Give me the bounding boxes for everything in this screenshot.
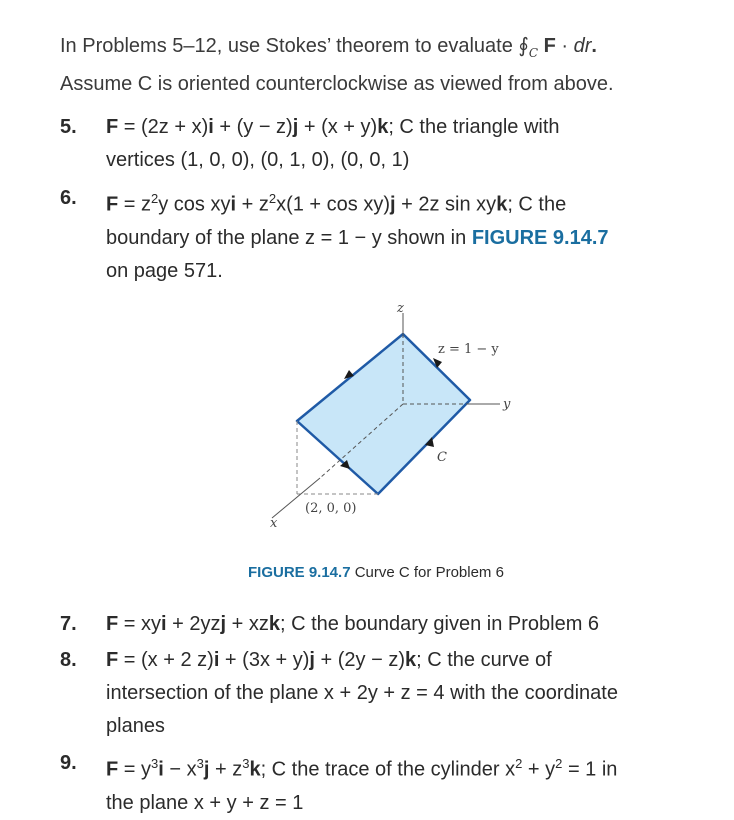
caption-label: FIGURE 9.14.7 [248, 564, 351, 581]
problem-5 [60, 111, 700, 177]
plane-equation-label: z = 1 − y [438, 342, 499, 357]
problem-number: 5. [60, 116, 77, 138]
z-axis-label: z [397, 301, 404, 316]
problem-body: F = (2z + x)i + (y − z)j + (x + y)k; C the triangle with vertices (1, 0, 0), (0, 1, 0), (0, 0, 1) [106, 116, 560, 171]
problem-number: 8. [60, 649, 77, 671]
intro-line-2: Assume C is oriented counterclockwise as viewed from above. [60, 73, 614, 95]
problem-body: F = (x + 2 z)i + (3x + y)j + (2y − z)k; C the curve of intersection of the plane x + 2y + z = 4 with the coordinate planes [106, 649, 618, 737]
problem-body: $F = z^2y$ cos xyi + $z^2x(1 + \cos xy)j + 2z$ sin xyk; C the boundary of the plane z = 1 − y shown in FIGURE 9.14.7 on page 571. [106, 191, 609, 282]
y-axis-label: y [503, 397, 511, 412]
problem-body: $F = y^3i - x^3j + z^3k$; C the trace of the cylinder $x^2 + y^2 = 1$ in the plane x + y + z = 1 [106, 756, 618, 814]
problem-6 [60, 182, 700, 288]
problem-8 [60, 644, 700, 743]
problem-9 [60, 747, 700, 820]
curve-label: C [437, 450, 447, 465]
figure-reference-link[interactable]: FIGURE 9.14.7 [471, 226, 609, 249]
problem-7 [60, 608, 700, 641]
intro-line-1: In Problems 5–12, use Stokes’ theorem to evaluate $∮_C$ F · dr. [60, 33, 597, 60]
intro-paragraph [60, 30, 720, 100]
point-label: (2, 0, 0) [305, 501, 357, 516]
dr-symbol: dr [573, 35, 592, 57]
problem-number: 9. [60, 752, 77, 774]
problem-body: F = xyi + 2yzj + xzk; C the boundary given in Problem 6 [106, 613, 600, 635]
x-axis-label: x [270, 516, 278, 531]
plane-surface [297, 334, 470, 494]
problem-number: 6. [60, 187, 77, 209]
caption-text: Curve C for Problem 6 [350, 564, 504, 581]
intro-text: In Problems 5–12, use Stokes’ theorem to evaluate [60, 35, 519, 57]
line-integral-symbol: $∮_C$ [518, 33, 539, 60]
vector-field-F: F [543, 35, 556, 57]
figure-9-14-7 [240, 295, 520, 545]
problem-number: 7. [60, 613, 77, 635]
figure-caption [248, 564, 504, 581]
